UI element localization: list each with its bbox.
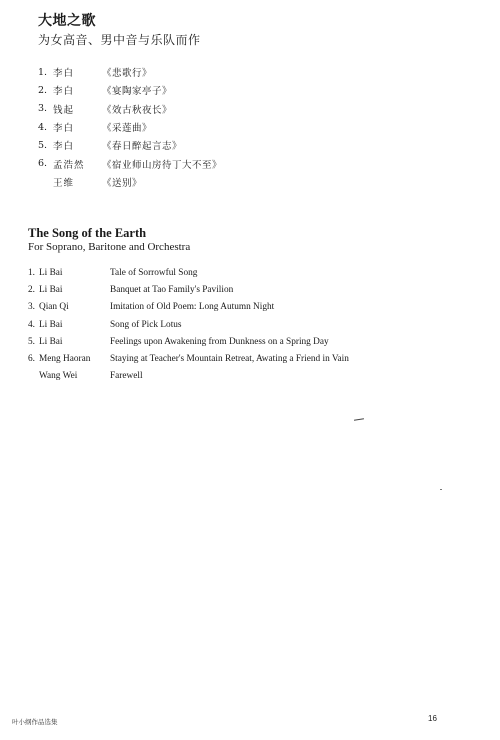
list-item [28, 368, 468, 385]
poet-name: Meng Haoran [39, 354, 91, 365]
item-number: 3. [38, 103, 48, 115]
english-title: The Song of the Earth [28, 226, 147, 240]
poem-title: Staying at Teacher's Mountain Retreat, Awating a Friend in Vain [110, 354, 349, 365]
poet-name: Li Bai [39, 319, 63, 330]
list-item [28, 350, 468, 367]
list-item [28, 333, 468, 350]
list-item [38, 154, 458, 172]
item-number: 4. [28, 319, 35, 330]
poem-title: Farewell [110, 371, 143, 382]
list-item [38, 81, 458, 99]
poet-name: 李白 [53, 86, 75, 98]
list-item [38, 173, 458, 191]
item-number: 5. [38, 139, 48, 151]
poet-name: Li Bai [39, 336, 63, 347]
item-number: 1. [38, 66, 48, 78]
item-number: 2. [28, 284, 35, 295]
item-number: 6. [28, 354, 35, 365]
english-subtitle: For Soprano, Baritone and Orchestra [28, 241, 191, 253]
chinese-poem-list [38, 63, 458, 191]
poet-name: 李白 [53, 123, 75, 135]
list-item [28, 316, 468, 333]
poet-name: 李白 [53, 68, 75, 80]
poem-title: 《采莲曲》 [102, 123, 153, 135]
poem-title: 《春日醉起言志》 [102, 141, 183, 153]
poem-title: Tale of Sorrowful Song [110, 267, 198, 278]
list-item [38, 63, 458, 81]
item-number: 1. [28, 267, 35, 278]
list-item [28, 264, 468, 281]
list-item [28, 299, 468, 316]
scan-mark [354, 418, 364, 421]
item-number: 5. [28, 336, 35, 347]
english-poem-list [28, 264, 468, 385]
poet-name: 钱起 [53, 104, 75, 116]
poet-name: 王维 [53, 177, 75, 189]
poem-title: Banquet at Tao Family's Pavilion [110, 284, 234, 295]
item-number: 4. [38, 121, 48, 133]
poem-title: 《悲歌行》 [102, 68, 153, 80]
chinese-subtitle: 为女高音、男中音与乐队而作 [38, 33, 201, 47]
item-number: 2. [38, 84, 48, 96]
list-item [28, 281, 468, 298]
poem-title: 《效古秋夜长》 [102, 104, 173, 116]
poem-title: Song of Pick Lotus [110, 319, 182, 330]
poet-name: 孟浩然 [53, 159, 85, 171]
item-number: 6. [38, 158, 48, 170]
list-item [38, 136, 458, 154]
poem-title: Feelings upon Awakening from Dunkness on a Spring Day [110, 336, 329, 347]
page-number: 16 [428, 714, 437, 723]
poem-title: 《宿业师山房待丁大不至》 [102, 159, 223, 171]
chinese-title: 大地之歌 [38, 13, 96, 29]
item-number: 3. [28, 302, 35, 313]
scan-mark [440, 489, 442, 490]
list-item [38, 100, 458, 118]
poet-name: Qian Qi [39, 302, 69, 313]
poem-title: 《宴陶家亭子》 [102, 86, 173, 98]
list-item [38, 118, 458, 136]
poet-name: Wang Wei [39, 371, 78, 382]
footer-collection-title: 叶小纲作品选集 [12, 718, 58, 726]
poem-title: 《送别》 [102, 177, 143, 189]
poet-name: 李白 [53, 141, 75, 153]
poem-title: Imitation of Old Poem: Long Autumn Night [110, 302, 275, 313]
poet-name: Li Bai [39, 284, 63, 295]
poet-name: Li Bai [39, 267, 63, 278]
